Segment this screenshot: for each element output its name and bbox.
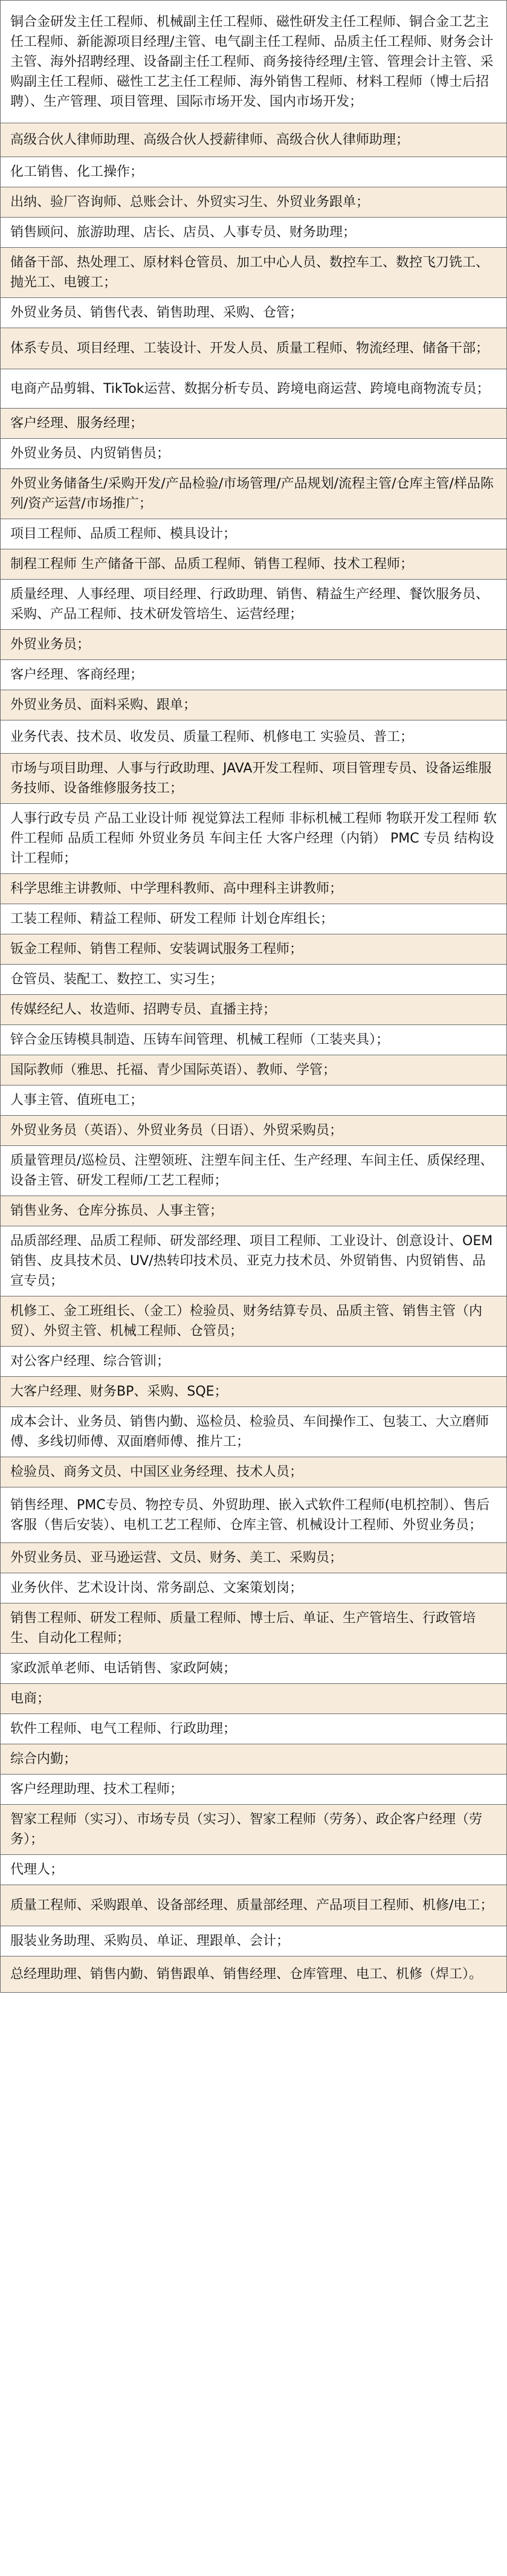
row-text: 机修工、金工班组长、（金工）检验员、财务结算专员、品质主管、销售主管（内贸）、外贸主管、机械工程师、仓管员；	[10, 1304, 483, 1339]
row-text: 总经理助理、销售内勤、销售跟单、销售经理、仓库管理、电工、机修（焊工）。	[10, 1967, 483, 1982]
table-row	[1, 1744, 506, 1774]
row-text: 体系专员、项目经理、工装设计、开发人员、质量工程师、物流经理、储备干部；	[10, 341, 489, 356]
row-text: 外贸业务储备生/采购开发/产品检验/市场管理/产品规划/流程主管/仓库主管/样品陈列/资产运营/市场推广；	[10, 476, 494, 511]
table-row	[1, 720, 506, 753]
table-row	[1, 1145, 506, 1196]
table-row	[1, 468, 506, 519]
row-text: 服装业务助理、采购员、单证、理跟单、会计；	[10, 1934, 290, 1949]
table-row	[1, 579, 506, 629]
table-row	[1, 1487, 506, 1542]
row-text: 铜合金研发主任工程师、机械副主任工程师、磁性研发主任工程师、铜合金工艺主任工程师、新能源项目经理/主管、电气副主任工程师、品质主任工程师、财务会计主管、海外招聘经理、设备副主任工程师、商务接待经理/主管、管理会计主管、采购副主任工程师、磁性工艺主任工程师、海外销售工程师、材料工程师（博士后招聘）、生产管理、项目管理、国际市场开发、国内市场开发；	[10, 14, 494, 109]
table-row	[1, 123, 506, 157]
row-text: 对公客户经理、综合管训；	[10, 1354, 170, 1369]
table-row	[1, 690, 506, 720]
table-row	[1, 964, 506, 994]
row-text: 质量工程师、采购跟单、设备部经理、质量部经理、产品项目工程师、机修/电工；	[10, 1898, 494, 1913]
row-text: 工装工程师、精益工程师、研发工程师 计划仓库组长；	[10, 911, 334, 927]
table-row	[1, 904, 506, 934]
table-row	[1, 1956, 506, 1993]
table-row	[1, 247, 506, 297]
row-text: 综合内勤；	[10, 1752, 77, 1767]
table-row	[1, 549, 506, 579]
row-text: 销售工程师、研发工程师、质量工程师、博士后、单证、生产管培生、行政管培生、自动化工程师；	[10, 1611, 476, 1646]
table-row	[1, 1115, 506, 1145]
row-text: 人事行政专员 产品工业设计师 视觉算法工程师 非标机械工程师 物联开发工程师 软件工程师 品质工程师 外贸业务员 车间主任 大客户经理（内销） PMC 专员 结构设计工程师；	[10, 811, 497, 866]
row-text: 钣金工程师、销售工程师、安装调试服务工程师；	[10, 942, 303, 957]
row-text: 锌合金压铸模具制造、压铸车间管理、机械工程师（工装夹具）；	[10, 1032, 390, 1047]
row-text: 外贸业务员；	[10, 637, 91, 652]
table-row	[1, 753, 506, 803]
row-text: 业务代表、技术员、收发员、质量工程师、机修电工 实验员、普工；	[10, 729, 413, 745]
row-text: 客户经理助理、技术工程师；	[10, 1782, 184, 1797]
table-row	[1, 328, 506, 369]
row-text: 项目工程师、品质工程师、模具设计；	[10, 526, 237, 542]
table-row	[1, 1573, 506, 1603]
row-text: 销售顾问、旅游助理、店长、店员、人事专员、财务助理；	[10, 225, 357, 240]
table-row	[1, 438, 506, 468]
row-text: 市场与项目助理、人事与行政助理、JAVA开发工程师、项目管理专员、设备运维服务技师、设备维修服务技工；	[10, 761, 492, 796]
table-row	[1, 1196, 506, 1226]
table-row	[1, 659, 506, 690]
row-text: 电商产品剪辑、TikTok运营、数据分析专员、跨境电商运营、跨境电商物流专员；	[10, 381, 490, 396]
table-row	[1, 1926, 506, 1956]
table-row	[1, 1885, 506, 1926]
table-row	[1, 217, 506, 247]
table-row	[1, 1376, 506, 1406]
row-text: 外贸业务员（英语）、外贸业务员（日语）、外贸采购员；	[10, 1123, 343, 1138]
row-text: 品质部经理、品质工程师、研发部经理、项目工程师、工业设计、创意设计、OEM销售、皮具技术员、UV/热转印技术员、亚克力技术员、外贸销售、内贸销售、品宣专员；	[10, 1234, 493, 1289]
row-text: 智家工程师（实习）、市场专员（实习）、智家工程师（劳务）、政企客户经理（劳务）；	[10, 1812, 483, 1847]
row-text: 化工销售、化工操作；	[10, 164, 144, 180]
row-text: 家政派单老师、电话销售、家政阿姨；	[10, 1661, 237, 1676]
table-row	[1, 1457, 506, 1487]
table-row	[1, 1603, 506, 1653]
row-text: 客户经理、服务经理；	[10, 416, 144, 431]
row-text: 制程工程师 生产储备干部、品质工程师、销售工程师、技术工程师；	[10, 557, 413, 572]
table-row	[1, 369, 506, 408]
table-row	[1, 519, 506, 549]
table-row	[1, 1296, 506, 1346]
table-row	[1, 0, 506, 123]
table-row	[1, 297, 506, 328]
table-row	[1, 1024, 506, 1055]
table-row	[1, 1346, 506, 1376]
row-text: 储备干部、热处理工、原材料仓管员、加工中心人员、数控车工、数控飞刀铣工、抛光工、电镀工；	[10, 255, 489, 290]
table-row	[1, 873, 506, 904]
table-row	[1, 408, 506, 438]
table-row	[1, 1085, 506, 1115]
row-text: 质量管理员/巡检员、注塑领班、注塑车间主任、生产经理、车间主任、质保经理、设备主管、研发工程师/工艺工程师；	[10, 1153, 494, 1188]
table-row	[1, 1854, 506, 1885]
table-row	[1, 1406, 506, 1457]
table-row	[1, 994, 506, 1024]
table-row	[1, 1055, 506, 1085]
row-text: 电商；	[10, 1691, 51, 1706]
row-text: 质量经理、人事经理、项目经理、行政助理、销售、精益生产经理、餐饮服务员、采购、产品工程师、技术研发管培生、运营经理；	[10, 587, 489, 622]
table-row	[1, 934, 506, 964]
row-text: 业务伙伴、艺术设计岗、常务副总、文案策划岗；	[10, 1581, 303, 1596]
row-text: 高级合伙人律师助理、高级合伙人授薪律师、高级合伙人律师助理；	[10, 132, 410, 147]
row-text: 科学思维主讲教师、中学理科教师、高中理科主讲教师；	[10, 881, 343, 896]
row-text: 代理人；	[10, 1862, 64, 1877]
row-text: 大客户经理、财务BP、采购、SQE；	[10, 1384, 228, 1399]
table-row	[1, 1542, 506, 1573]
table-row	[1, 803, 506, 873]
table-row	[1, 1226, 506, 1296]
row-text: 软件工程师、电气工程师、行政助理；	[10, 1721, 237, 1736]
row-text: 外贸业务员、内贸销售员；	[10, 446, 170, 461]
row-text: 仓管员、装配工、数控工、实习生；	[10, 972, 224, 987]
row-text: 销售经理、PMC专员、物控专员、外贸助理、嵌入式软件工程师(电机控制）、售后客服（售后安装）、电机工艺工程师、仓库主管、机械设计工程师、外贸业务员；	[10, 1497, 490, 1533]
row-text: 出纳、验厂咨询师、总账会计、外贸实习生、外贸业务跟单；	[10, 195, 370, 210]
row-text: 外贸业务员、销售代表、销售助理、采购、仓管；	[10, 305, 303, 320]
row-text: 检验员、商务文员、中国区业务经理、技术人员；	[10, 1464, 303, 1480]
table-row	[1, 629, 506, 659]
table-row	[1, 1804, 506, 1854]
row-text: 人事主管、值班电工；	[10, 1093, 144, 1108]
row-text: 外贸业务员、面料采购、跟单；	[10, 697, 197, 713]
table-row	[1, 1774, 506, 1804]
row-text: 国际教师（雅思、托福、青少国际英语）、教师、学管；	[10, 1063, 337, 1078]
table-row	[1, 187, 506, 217]
table-row	[1, 1714, 506, 1744]
table-row	[1, 1683, 506, 1714]
row-text: 外贸业务员、亚马逊运营、文员、财务、美工、采购员；	[10, 1550, 343, 1565]
row-text: 销售业务、仓库分拣员、人事主管；	[10, 1203, 224, 1218]
row-text: 客户经理、客商经理；	[10, 667, 144, 682]
table-row	[1, 157, 506, 187]
row-text: 传媒经纪人、妆造师、招聘专员、直播主持；	[10, 1002, 277, 1017]
row-text: 成本会计、业务员、销售内勤、巡检员、检验员、车间操作工、包装工、大立磨师傅、多线切师傅、双面磨师傅、推片工；	[10, 1414, 489, 1449]
table-row	[1, 1653, 506, 1683]
